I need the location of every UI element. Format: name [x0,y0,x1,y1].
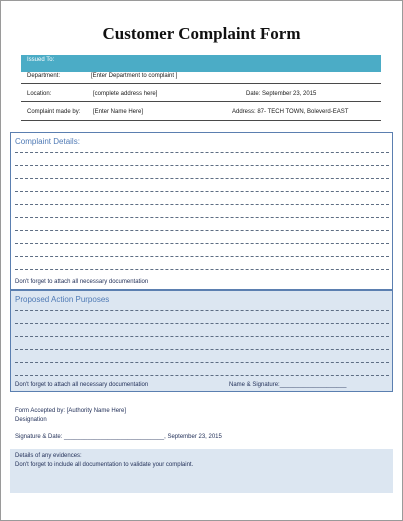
issued-to-label: Issued To: [27,57,55,63]
attach-docs-note: Don't forget to attach all necessary documentation [15,382,149,388]
form-title: Customer Complaint Form [102,24,301,43]
action-writing-line[interactable] [15,375,389,376]
attach-docs-note: Don't forget to attach all necessary documentation [15,279,149,285]
action-writing-line[interactable] [15,349,389,350]
complaint-writing-line[interactable] [15,165,389,166]
date-field[interactable]: Date: September 23, 2015 [246,91,317,97]
complaint-details-section [10,132,393,290]
signature-date-field[interactable]: Signature & Date: ______________________________, September 23, 2015 [15,434,222,440]
complaint-by-label: Complaint made by: [27,109,81,115]
complaint-writing-line[interactable] [15,230,389,231]
complaint-writing-line[interactable] [15,191,389,192]
accepted-by-field[interactable]: Form Accepted by: [Authority Name Here] [15,408,127,414]
complaint-writing-line[interactable] [15,217,389,218]
name-signature-field[interactable]: Name & Signature:____________________ [229,382,347,388]
row-divider [21,83,381,84]
complaint-writing-line[interactable] [15,256,389,257]
row-divider [21,101,381,102]
location-label: Location: [27,91,52,97]
department-label: Department: [27,73,61,79]
action-writing-line[interactable] [15,310,389,311]
action-writing-line[interactable] [15,362,389,363]
complaint-writing-line[interactable] [15,204,389,205]
complaint-writing-line[interactable] [15,152,389,153]
evidence-section [10,449,393,493]
issued-to-bar [21,55,381,72]
complaint-writing-line[interactable] [15,178,389,179]
complaint-writing-line[interactable] [15,243,389,244]
evidence-note: Don't forget to include all documentation to validate your complaint. [15,462,194,468]
row-divider [21,120,381,121]
action-writing-line[interactable] [15,336,389,337]
designation-label: Designation [15,417,47,423]
action-writing-line[interactable] [15,323,389,324]
proposed-action-section [10,290,393,392]
proposed-action-heading: Proposed Action Purposes [15,295,110,304]
complaint-details-heading: Complaint Details: [15,137,80,146]
complaint-by-field[interactable]: [Enter Name Here] [93,109,144,115]
complaint-writing-line[interactable] [15,269,389,270]
department-field[interactable]: [Enter Department to complaint ] [91,73,178,79]
location-field[interactable]: [complete address here] [93,91,158,97]
evidence-heading: Details of any evidences: [15,453,82,459]
address-field[interactable]: Address: 87- TECH TOWN, Boleverd-EAST [232,109,349,115]
